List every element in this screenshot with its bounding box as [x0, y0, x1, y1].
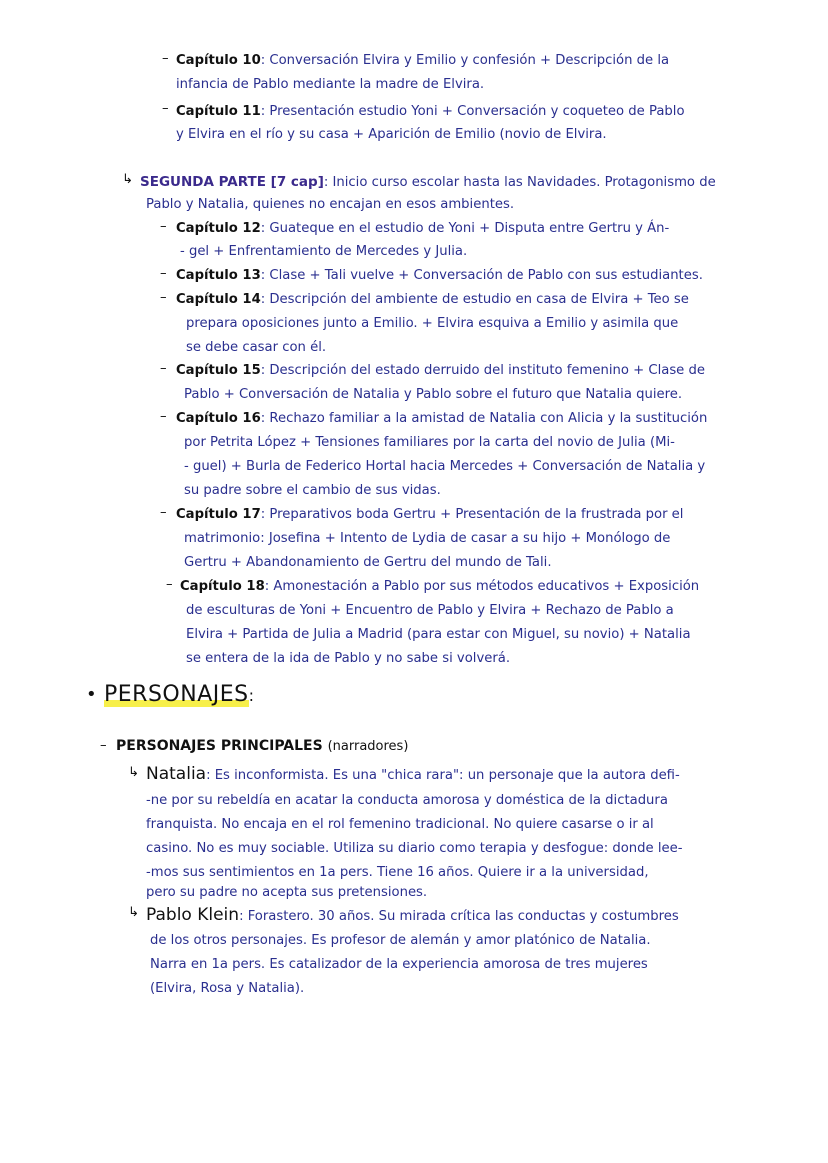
- list-dash: –: [160, 361, 167, 376]
- chapter-15-line-2: Pablo + Conversación de Natalia y Pablo sobre el futuro que Natalia quiere.: [184, 387, 683, 402]
- chapter-16-line-2: por Petrita López + Tensiones familiares por la carta del novio de Julia (Mi-: [184, 435, 675, 450]
- chapter-16-line-3: - guel) + Burla de Federico Hortal hacia Mercedes + Conversación de Natalia y: [184, 459, 706, 474]
- chapter-15-line-1: [176, 362, 705, 380]
- chapter-18-line-3: Elvira + Partida de Julia a Madrid (para estar con Miguel, su novio) + Natalia: [186, 627, 691, 642]
- character-text: : Es inconformista. Es una "chica rara": un personaje que la autora defi-: [206, 768, 680, 783]
- part2-intro-text: : Inicio curso escolar hasta las Navidades. Protagonismo de: [323, 175, 716, 190]
- chapter-text: : Descripción del estado derruido del instituto femenino + Clase de: [260, 363, 705, 378]
- natalia-line-6: pero su padre no acepta sus pretensiones.: [146, 885, 428, 900]
- bullet-icon: •: [86, 684, 97, 705]
- chapter-14-line-2: prepara oposiciones junto a Emilio. + Elvira esquiva a Emilio y asimila que: [186, 316, 679, 331]
- arrow-icon: ↳: [122, 172, 134, 187]
- chapter-17-line-3: Gertru + Abandonamiento de Gertru del mundo de Tali.: [184, 555, 552, 570]
- natalia-line-4: casino. No es muy sociable. Utiliza su diario como terapia y desfogue: donde lee-: [146, 841, 683, 856]
- arrow-icon: ↳: [128, 905, 140, 920]
- chapter-11-line-2: y Elvira en el río y su casa + Aparición de Emilio (novio de Elvira.: [176, 127, 607, 142]
- section-heading-personajes: [104, 682, 255, 707]
- chapter-10-line-1: [176, 52, 669, 70]
- chapter-18-line-2: de esculturas de Yoni + Encuentro de Pablo y Elvira + Rechazo de Pablo a: [186, 603, 674, 618]
- chapter-18-line-1: [180, 578, 699, 596]
- list-dash: –: [160, 290, 167, 305]
- pablo-line-1: [146, 906, 679, 926]
- chapter-label: Capítulo 13: [176, 268, 261, 283]
- list-dash: –: [160, 266, 167, 281]
- list-dash: –: [162, 101, 169, 116]
- chapter-label: Capítulo 17: [176, 507, 261, 522]
- chapter-label: Capítulo 12: [176, 221, 261, 236]
- chapter-16-line-1: [176, 410, 707, 428]
- principales-subheading: [116, 738, 408, 754]
- chapter-label: Capítulo 15: [176, 363, 261, 378]
- part2-intro-line-1: [140, 173, 716, 192]
- chapter-text: : Clase + Tali vuelve + Conversación de Pablo con sus estudiantes.: [260, 268, 703, 283]
- chapter-12-line-1: [176, 220, 669, 238]
- pablo-line-2: de los otros personajes. Es profesor de alemán y amor platónico de Natalia.: [150, 933, 651, 948]
- natalia-line-3: franquista. No encaja en el rol femenino tradicional. No quiere casarse o ir al: [146, 817, 654, 832]
- chapter-label: Capítulo 11: [176, 104, 261, 119]
- character-name: Pablo Klein: [146, 905, 240, 925]
- subheading-text: PERSONAJES PRINCIPALES: [116, 738, 323, 754]
- chapter-text: : Amonestación a Pablo por sus métodos educativos + Exposición: [264, 579, 700, 594]
- chapter-text: : Conversación Elvira y Emilio y confesión + Descripción de la: [260, 53, 670, 68]
- chapter-text: : Descripción del ambiente de estudio en casa de Elvira + Teo se: [260, 292, 689, 307]
- chapter-11-line-1: [176, 103, 685, 121]
- natalia-line-2: -ne por su rebeldía en acatar la conducta amorosa y doméstica de la dictadura: [146, 793, 668, 808]
- chapter-14-line-1: [176, 291, 689, 309]
- list-dash: –: [162, 51, 169, 66]
- chapter-text: : Presentación estudio Yoni + Conversación y coqueteo de Pablo: [260, 104, 685, 119]
- chapter-12-line-2: - gel + Enfrentamiento de Mercedes y Julia.: [180, 244, 468, 259]
- chapter-text: : Preparativos boda Gertru + Presentación de la frustrada por el: [260, 507, 684, 522]
- part2-intro-line-2: Pablo y Natalia, quienes no encajan en esos ambientes.: [146, 197, 515, 212]
- chapter-17-line-1: [176, 506, 683, 524]
- character-name: Natalia: [146, 764, 207, 784]
- list-dash: –: [160, 505, 167, 520]
- natalia-line-1: [146, 765, 680, 785]
- heading-suffix: :: [248, 686, 255, 705]
- chapter-text: : Guateque en el estudio de Yoni + Disputa entre Gertru y Án-: [260, 221, 670, 236]
- heading-text: PERSONAJES: [104, 682, 249, 707]
- chapter-10-line-2: infancia de Pablo mediante la madre de Elvira.: [176, 77, 485, 92]
- chapter-14-line-3: se debe casar con él.: [186, 340, 327, 355]
- arrow-icon: ↳: [128, 765, 140, 780]
- chapter-13-line-1: [176, 267, 703, 285]
- chapter-text: : Rechazo familiar a la amistad de Natalia con Alicia y la sustitución: [260, 411, 708, 426]
- character-text: : Forastero. 30 años. Su mirada crítica las conductas y costumbres: [239, 909, 679, 924]
- subheading-note: (narradores): [327, 739, 409, 754]
- list-dash: –: [160, 409, 167, 424]
- pablo-line-4: (Elvira, Rosa y Natalia).: [150, 981, 305, 996]
- pablo-line-3: Narra en 1a pers. Es catalizador de la experiencia amorosa de tres mujeres: [150, 957, 648, 972]
- list-dash: –: [160, 219, 167, 234]
- natalia-line-5: -mos sus sentimientos en 1a pers. Tiene 16 años. Quiere ir a la universidad,: [146, 865, 649, 880]
- list-dash: –: [100, 738, 107, 753]
- part2-title: SEGUNDA PARTE [7 cap]: [140, 174, 324, 190]
- chapter-17-line-2: matrimonio: Josefina + Intento de Lydia de casar a su hijo + Monólogo de: [184, 531, 671, 546]
- chapter-label: Capítulo 18: [180, 579, 265, 594]
- chapter-label: Capítulo 14: [176, 292, 261, 307]
- chapter-16-line-4: su padre sobre el cambio de sus vidas.: [184, 483, 441, 498]
- chapter-18-line-4: se entera de la ida de Pablo y no sabe si volverá.: [186, 651, 511, 666]
- list-dash: –: [166, 577, 173, 592]
- chapter-label: Capítulo 16: [176, 411, 261, 426]
- chapter-label: Capítulo 10: [176, 53, 261, 68]
